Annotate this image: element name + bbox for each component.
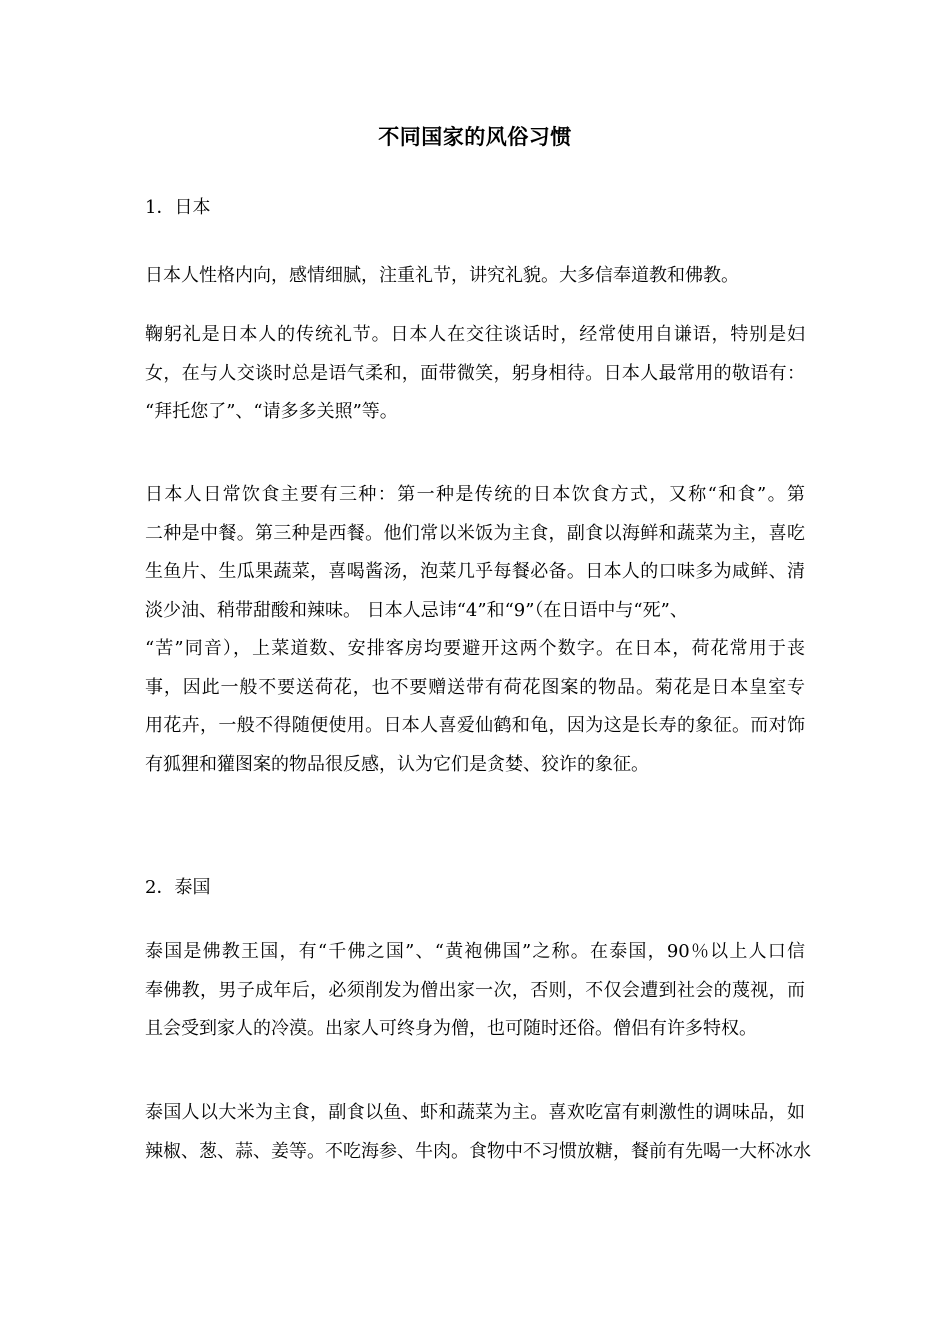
section-heading-thailand: 2．泰国 xyxy=(145,877,211,898)
text-line: 生鱼片、生瓜果蔬菜，喜喝酱汤，泡菜几乎每餐必备。日本人的口味多为咸鲜、清 xyxy=(145,561,805,582)
text-line: 有狐狸和獾图案的物品很反感，认为它们是贪婪、狡诈的象征。 xyxy=(145,753,649,775)
text-line: 二种是中餐。第三种是西餐。他们常以米饭为主食，副食以海鲜和蔬菜为主，喜吃 xyxy=(145,522,805,544)
text-line: 且会受到家人的冷漠。出家人可终身为僧，也可随时还俗。僧侣有许多特权。 xyxy=(145,1018,757,1039)
text-line: 女，在与人交谈时总是语气柔和，面带微笑，躬身相待。日本人最常用的敬语有： xyxy=(145,362,805,384)
text-line: 日本人性格内向，感情细腻，注重礼节，讲究礼貌。大多信奉道教和佛教。 xyxy=(145,265,739,286)
paragraph-japan-diet-taboos xyxy=(145,476,805,784)
text-line: 日本人日常饮食主要有三种：第一种是传统的日本饮食方式，又称“和食”。第 xyxy=(145,484,805,505)
text-line: “拜托您了”、“请多多关照”等。 xyxy=(145,401,398,422)
paragraph-thailand-religion xyxy=(145,933,805,1049)
paragraph-japan-character xyxy=(145,257,805,296)
section-heading-japan: 1．日本 xyxy=(145,197,211,218)
text-line: 奉佛教，男子成年后，必须削发为僧出家一次，否则，不仅会遭到社会的蔑视，而 xyxy=(145,979,805,1001)
text-line: “苦”同音），上菜道数、安排客房均要避开这两个数字。在日本，荷花常用于丧 xyxy=(145,638,805,659)
document-title: 不同国家的风俗习惯 xyxy=(378,125,572,149)
text-line: 泰国是佛教王国，有“千佛之国”、“黄袍佛国”之称。在泰国，90％以上人口信 xyxy=(145,941,805,962)
text-line: 鞠躬礼是日本人的传统礼节。日本人在交往谈话时，经常使用自谦语，特别是妇 xyxy=(145,324,805,345)
text-line: 泰国人以大米为主食，副食以鱼、虾和蔬菜为主。喜欢吃富有刺激性的调味品，如 xyxy=(145,1102,805,1123)
paragraph-thailand-diet xyxy=(145,1094,811,1171)
text-line: 辣椒、葱、蒜、姜等。不吃海参、牛肉。食物中不习惯放糖，餐前有先喝一大杯冰水 xyxy=(145,1140,811,1162)
text-line: 淡少油、稍带甜酸和辣味。 日本人忌讳“4”和“9”（在日语中与“死”、 xyxy=(145,599,688,621)
text-line: 事，因此一般不要送荷花，也不要赠送带有荷花图案的物品。菊花是日本皇室专 xyxy=(145,676,805,698)
paragraph-japan-etiquette xyxy=(145,316,805,432)
text-line: 用花卉，一般不得随便使用。日本人喜爱仙鹤和龟，因为这是长寿的象征。而对饰 xyxy=(145,715,805,736)
